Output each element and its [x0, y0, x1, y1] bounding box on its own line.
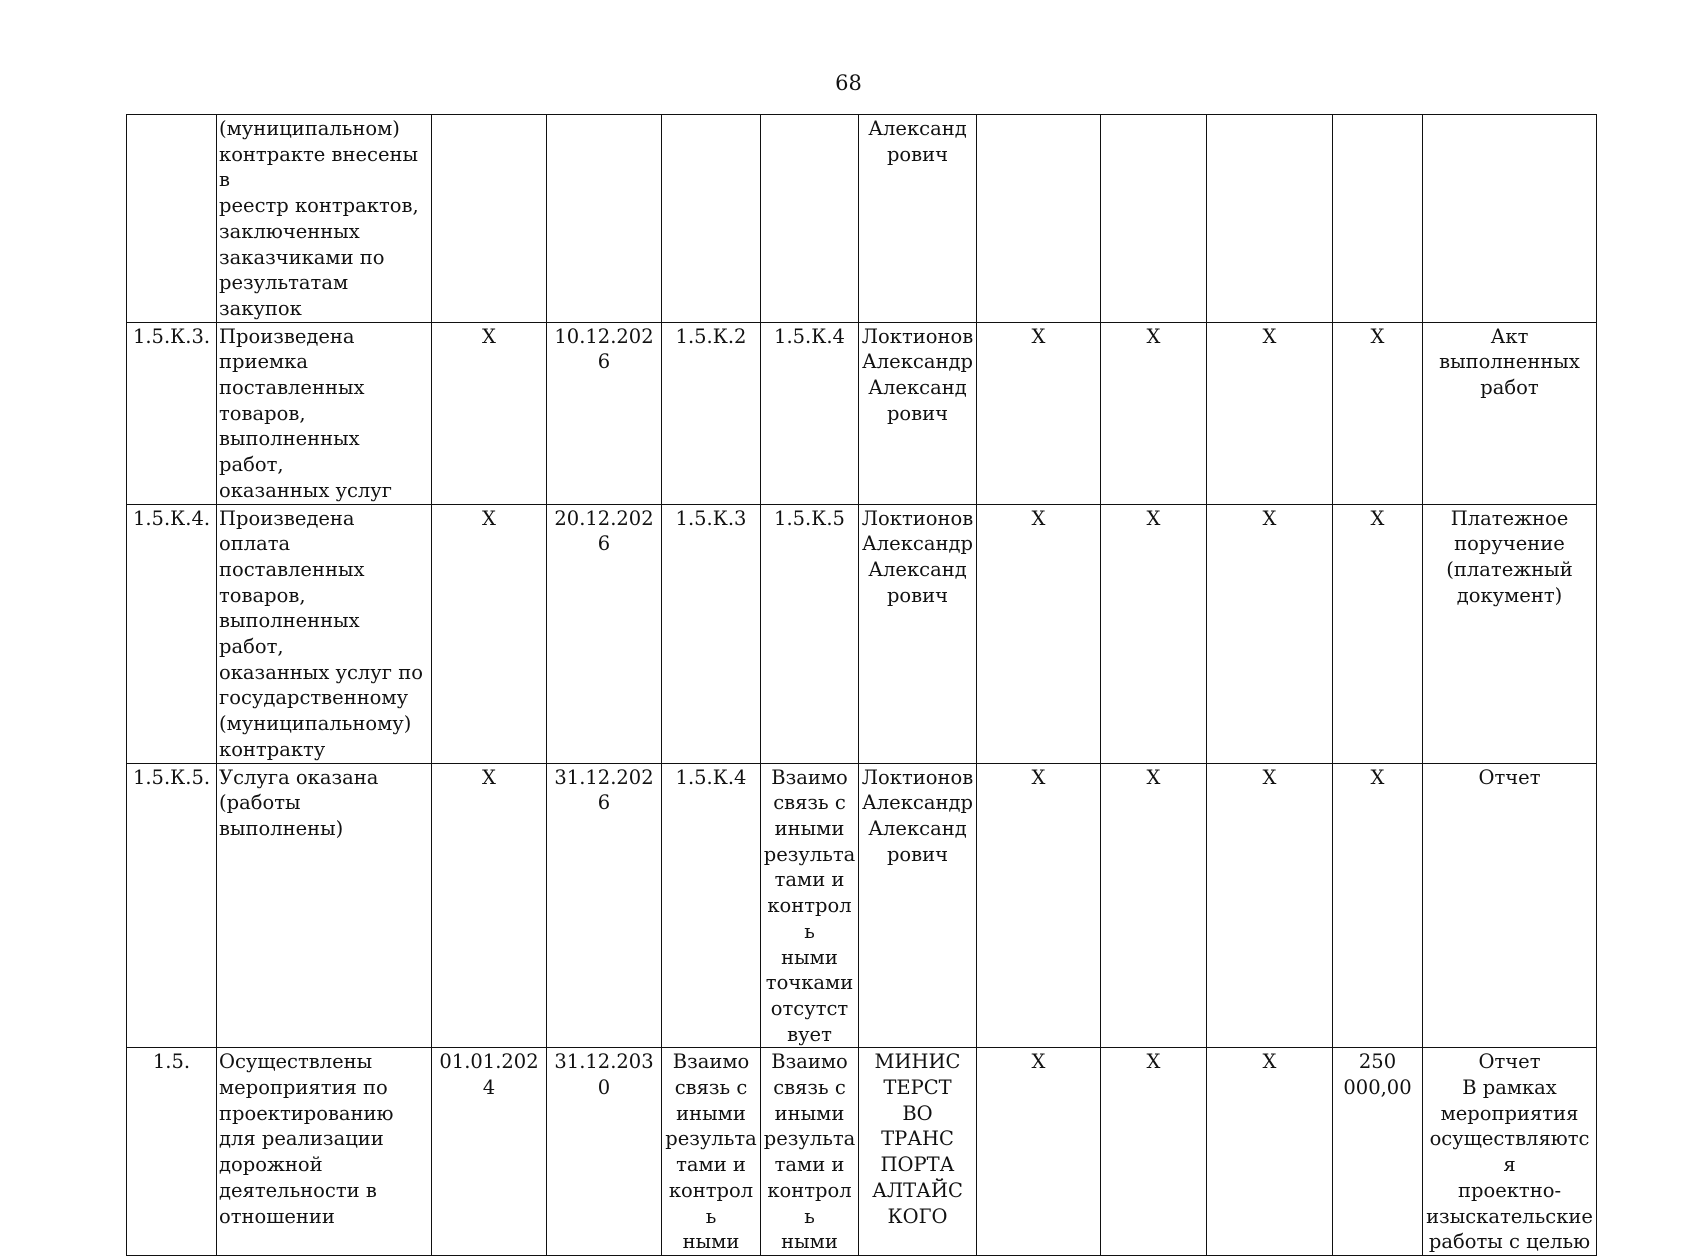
- responsible: Локтионов Александр Александ рович: [859, 322, 977, 504]
- cell-col10: X: [1207, 763, 1333, 1048]
- predecessor: 1.5.К.4: [662, 763, 761, 1048]
- start-date: X: [432, 322, 547, 504]
- cell-col11: X: [1333, 763, 1423, 1048]
- successor: Взаимо связь с иными результа тами и контроль ными точками отсутст вует: [761, 763, 859, 1048]
- predecessor: [662, 115, 761, 323]
- cell-col8: X: [977, 1048, 1101, 1256]
- cell-col8: X: [977, 504, 1101, 763]
- responsible: Александ рович: [859, 115, 977, 323]
- start-date: 01.01.2024: [432, 1048, 547, 1256]
- plan-table: [126, 114, 1597, 1256]
- cell-col8: [977, 115, 1101, 323]
- cell-col11: X: [1333, 504, 1423, 763]
- row-number: 1.5.К.4.: [127, 504, 217, 763]
- document-type: Платежное поручение (платежный документ): [1423, 504, 1597, 763]
- table-row: [127, 763, 1597, 1048]
- document-type: Отчет В рамках мероприятия осуществляются проектно- изыскательские работы с целью: [1423, 1048, 1597, 1256]
- end-date: 31.12.2026: [547, 763, 662, 1048]
- cell-col8: X: [977, 763, 1101, 1048]
- end-date: [547, 115, 662, 323]
- result-name: Услуга оказана (работы выполнены): [217, 763, 432, 1048]
- result-name: Осуществлены мероприятия по проектированию для реализации дорожной деятельности в отношении: [217, 1048, 432, 1256]
- document-type: Отчет: [1423, 763, 1597, 1048]
- start-date: X: [432, 763, 547, 1048]
- start-date: X: [432, 504, 547, 763]
- predecessor: 1.5.К.2: [662, 322, 761, 504]
- cell-col9: X: [1101, 1048, 1207, 1256]
- table-row: [127, 504, 1597, 763]
- cell-col11: 250 000,00: [1333, 1048, 1423, 1256]
- row-number: 1.5.К.3.: [127, 322, 217, 504]
- start-date: [432, 115, 547, 323]
- end-date: 20.12.2026: [547, 504, 662, 763]
- cell-col10: X: [1207, 504, 1333, 763]
- document-type: Акт выполненных работ: [1423, 322, 1597, 504]
- cell-col9: X: [1101, 763, 1207, 1048]
- result-name: (муниципальном) контракте внесены в реестр контрактов, заключенных заказчиками по результатам закупок: [217, 115, 432, 323]
- cell-col9: [1101, 115, 1207, 323]
- result-name: Произведена приемка поставленных товаров, выполненных работ, оказанных услуг: [217, 322, 432, 504]
- successor: Взаимо связь с иными результа тами и контроль ными: [761, 1048, 859, 1256]
- cell-col10: X: [1207, 322, 1333, 504]
- row-number: 1.5.К.5.: [127, 763, 217, 1048]
- responsible: Локтионов Александр Александ рович: [859, 763, 977, 1048]
- row-number: 1.5.: [127, 1048, 217, 1256]
- cell-col11: [1333, 115, 1423, 323]
- result-name: Произведена оплата поставленных товаров, выполненных работ, оказанных услуг по государственному (муниципальному) контракту: [217, 504, 432, 763]
- table-row: [127, 1048, 1597, 1256]
- end-date: 31.12.2030: [547, 1048, 662, 1256]
- successor: 1.5.К.5: [761, 504, 859, 763]
- end-date: 10.12.2026: [547, 322, 662, 504]
- predecessor: Взаимо связь с иными результа тами и контроль ными: [662, 1048, 761, 1256]
- cell-col10: [1207, 115, 1333, 323]
- cell-col9: X: [1101, 504, 1207, 763]
- responsible: МИНИС ТЕРСТ ВО ТРАНС ПОРТА АЛТАЙС КОГО: [859, 1048, 977, 1256]
- cell-col9: X: [1101, 322, 1207, 504]
- cell-col10: X: [1207, 1048, 1333, 1256]
- responsible: Локтионов Александр Александ рович: [859, 504, 977, 763]
- cell-col8: X: [977, 322, 1101, 504]
- predecessor: 1.5.К.3: [662, 504, 761, 763]
- table-row: [127, 115, 1597, 323]
- successor: [761, 115, 859, 323]
- page-number: 68: [835, 71, 862, 95]
- row-number: [127, 115, 217, 323]
- successor: 1.5.К.4: [761, 322, 859, 504]
- document-type: [1423, 115, 1597, 323]
- table-row: [127, 322, 1597, 504]
- cell-col11: X: [1333, 322, 1423, 504]
